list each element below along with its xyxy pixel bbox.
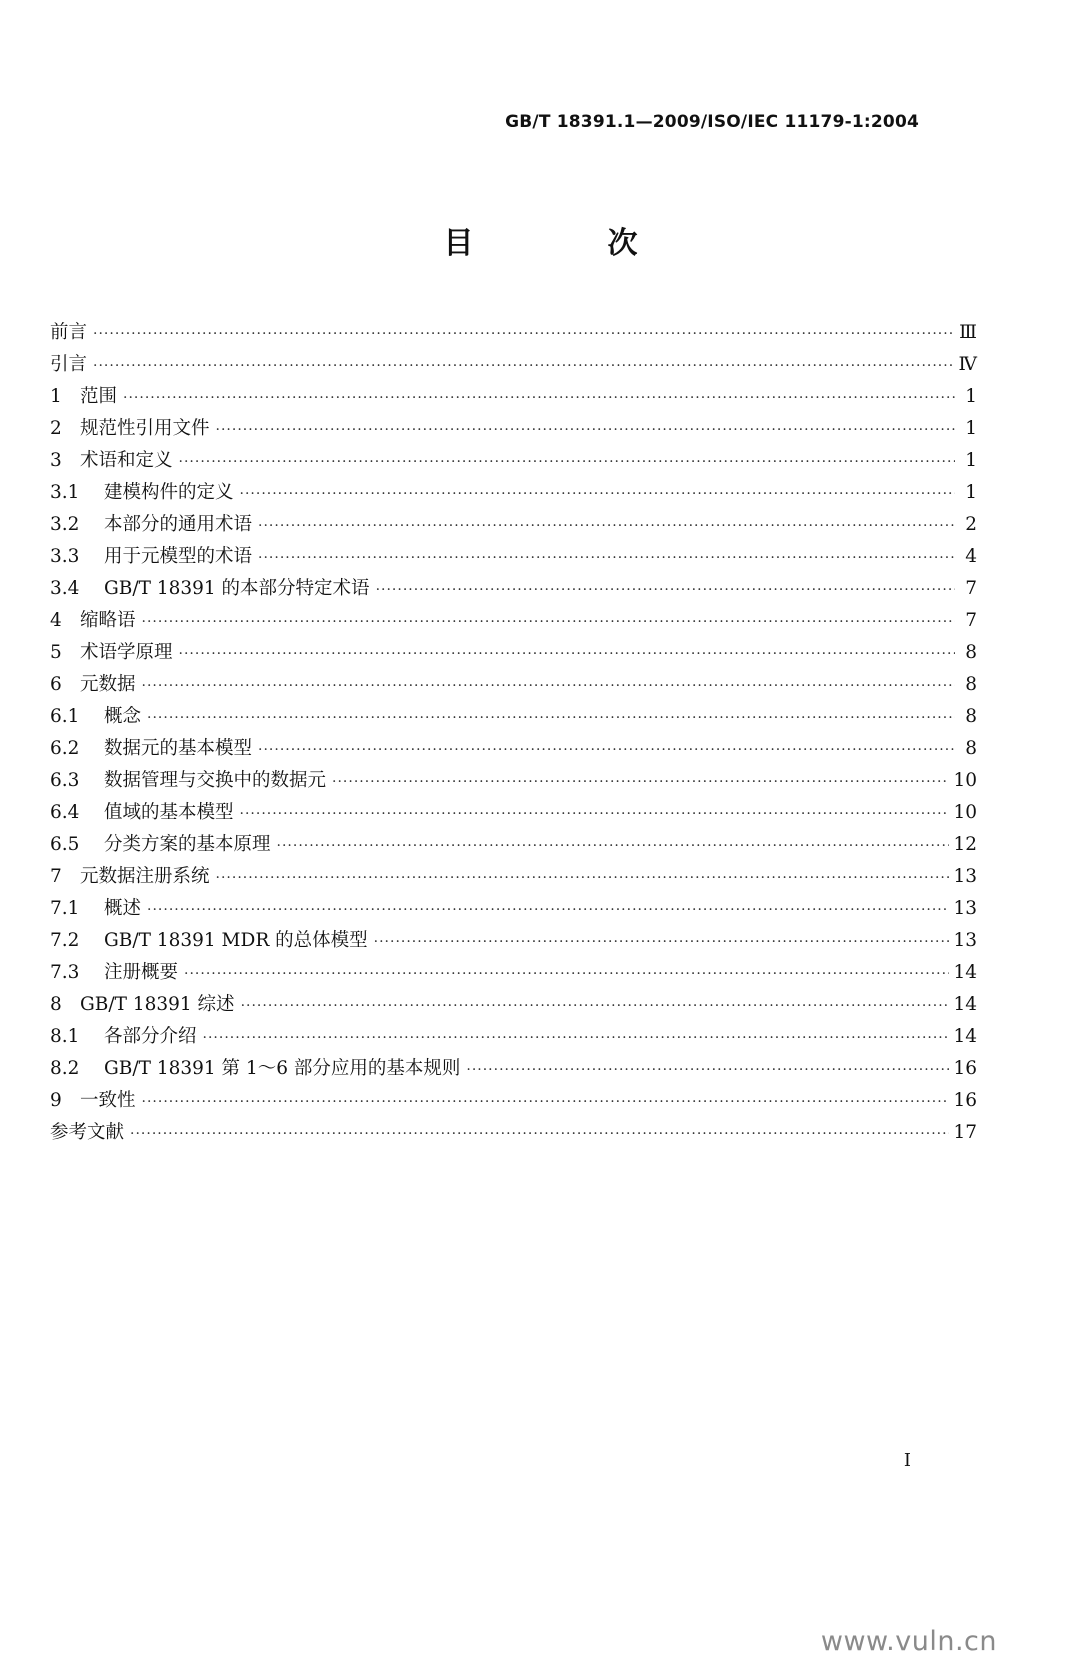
toc-entry-title: 元数据 <box>80 674 136 695</box>
dot-leader <box>142 614 955 630</box>
dot-leader <box>123 390 955 406</box>
toc-entry-page: 8 <box>965 674 977 695</box>
toc-entry[interactable] <box>50 606 977 638</box>
toc-entry-title: 引言 <box>50 354 88 375</box>
toc-entry-number: 3.1 <box>50 482 80 503</box>
dot-leader <box>277 838 950 854</box>
dot-leader <box>142 1094 950 1110</box>
toc-entry-title: 概述 <box>104 898 142 919</box>
toc-entry-page: 16 <box>953 1058 977 1079</box>
toc-entry-page: 7 <box>965 578 977 599</box>
dot-leader <box>258 518 955 534</box>
toc-entry-page: 16 <box>953 1090 977 1111</box>
toc-entry-page: 1 <box>965 418 977 439</box>
toc-entry-page: 13 <box>953 930 977 951</box>
dot-leader <box>93 326 955 342</box>
toc-entry-number: 7.2 <box>50 930 80 951</box>
dot-leader <box>374 934 950 950</box>
toc-entry-page: 13 <box>953 898 977 919</box>
toc-entry-title: 术语和定义 <box>80 450 173 471</box>
toc-entry-title: 参考文献 <box>50 1122 125 1143</box>
dot-leader <box>130 1126 949 1142</box>
toc-entry-page: 2 <box>965 514 977 535</box>
toc-entry-title: 分类方案的基本原理 <box>104 834 271 855</box>
toc-entry-number: 3 <box>50 450 62 471</box>
toc-entry-number: 9 <box>50 1090 62 1111</box>
toc-entry[interactable] <box>50 862 977 894</box>
toc-entry-page: 14 <box>953 962 977 983</box>
dot-leader <box>258 742 955 758</box>
toc-entry-number: 6.2 <box>50 738 80 759</box>
toc-entry-number: 2 <box>50 418 62 439</box>
toc-entry[interactable] <box>50 990 977 1022</box>
dot-leader <box>240 806 950 822</box>
toc-entry-number: 7 <box>50 866 62 887</box>
dot-leader <box>332 774 949 790</box>
dot-leader <box>376 582 955 598</box>
toc-entry-number: 5 <box>50 642 62 663</box>
toc-entry-page: 7 <box>965 610 977 631</box>
toc-entry-page: 8 <box>965 706 977 727</box>
toc-entry-page: 4 <box>965 546 977 567</box>
toc-list <box>50 318 977 1150</box>
toc-entry[interactable] <box>50 1022 977 1054</box>
toc-title: 目 次 <box>443 226 690 261</box>
toc-entry-title: 注册概要 <box>104 962 179 983</box>
toc-entry-title: 建模构件的定义 <box>104 482 234 503</box>
toc-entry-number: 4 <box>50 610 62 631</box>
toc-entry-page: 1 <box>965 482 977 503</box>
toc-entry-page: Ⅳ <box>958 354 977 375</box>
toc-entry-page: 10 <box>953 802 977 823</box>
toc-entry-title: 用于元模型的术语 <box>104 546 253 567</box>
standard-code: GB/T 18391.1—2009/ISO/IEC 11179-1:2004 <box>505 112 919 132</box>
toc-entry-page: 8 <box>965 642 977 663</box>
dot-leader <box>184 966 949 982</box>
toc-entry[interactable] <box>50 1054 977 1086</box>
dot-leader <box>93 358 955 374</box>
toc-entry-number: 7.3 <box>50 962 80 983</box>
toc-entry-number: 3.4 <box>50 578 80 599</box>
dot-leader <box>147 902 949 918</box>
dot-leader <box>258 550 955 566</box>
toc-entry-title: 数据元的基本模型 <box>104 738 253 759</box>
toc-entry[interactable] <box>50 830 977 862</box>
toc-entry-title: 术语学原理 <box>80 642 173 663</box>
toc-entry-title: 缩略语 <box>80 610 136 631</box>
toc-entry-title: 值域的基本模型 <box>104 802 234 823</box>
toc-entry[interactable] <box>50 638 977 670</box>
toc-entry-title: GB/T 18391 综述 <box>80 994 235 1015</box>
toc-entry[interactable] <box>50 542 977 574</box>
dot-leader <box>179 646 955 662</box>
toc-entry-number: 1 <box>50 386 62 407</box>
toc-entry-page: 1 <box>965 386 977 407</box>
dot-leader <box>203 1030 950 1046</box>
dot-leader <box>179 454 955 470</box>
toc-entry-title: 规范性引用文件 <box>80 418 210 439</box>
toc-entry[interactable] <box>50 446 977 478</box>
toc-entry[interactable] <box>50 478 977 510</box>
toc-entry-title: 前言 <box>50 322 88 343</box>
toc-entry-title: 元数据注册系统 <box>80 866 210 887</box>
toc-entry[interactable] <box>50 318 977 350</box>
toc-entry[interactable] <box>50 1118 977 1150</box>
toc-entry-number: 3.2 <box>50 514 80 535</box>
toc-entry[interactable] <box>50 926 977 958</box>
dot-leader <box>142 678 955 694</box>
toc-entry-title: GB/T 18391 第 1～6 部分应用的基本规则 <box>104 1058 461 1079</box>
toc-entry-number: 8.2 <box>50 1058 80 1079</box>
toc-entry-title: 本部分的通用术语 <box>104 514 253 535</box>
toc-entry-page: 14 <box>953 1026 977 1047</box>
toc-entry-number: 6 <box>50 674 62 695</box>
toc-entry[interactable] <box>50 734 977 766</box>
dot-leader <box>240 486 955 502</box>
toc-entry-number: 7.1 <box>50 898 80 919</box>
toc-entry[interactable] <box>50 382 977 414</box>
toc-entry-page: 13 <box>953 866 977 887</box>
toc-entry-page: 17 <box>953 1122 977 1143</box>
toc-entry-title: 概念 <box>104 706 142 727</box>
toc-entry-number: 6.5 <box>50 834 80 855</box>
page-number: I <box>903 1450 911 1471</box>
watermark: www.vuln.cn <box>820 1626 997 1657</box>
toc-entry-page: 14 <box>953 994 977 1015</box>
dot-leader <box>216 422 955 438</box>
toc-entry-title: GB/T 18391 的本部分特定术语 <box>104 578 370 599</box>
dot-leader <box>216 870 950 886</box>
toc-entry-number: 8.1 <box>50 1026 80 1047</box>
toc-entry-page: 1 <box>965 450 977 471</box>
toc-entry[interactable] <box>50 670 977 702</box>
toc-entry[interactable] <box>50 574 977 606</box>
toc-entry-number: 3.3 <box>50 546 80 567</box>
dot-leader <box>466 1062 949 1078</box>
toc-entry-title: 数据管理与交换中的数据元 <box>104 770 327 791</box>
toc-entry-title: 一致性 <box>80 1090 136 1111</box>
toc-entry-title: GB/T 18391 MDR 的总体模型 <box>104 930 368 951</box>
toc-entry-number: 6.4 <box>50 802 80 823</box>
toc-entry[interactable] <box>50 350 977 382</box>
toc-entry[interactable] <box>50 958 977 990</box>
toc-entry[interactable] <box>50 1086 977 1118</box>
toc-entry-page: 8 <box>965 738 977 759</box>
toc-entry-number: 6.1 <box>50 706 80 727</box>
toc-entry[interactable] <box>50 414 977 446</box>
toc-entry-number: 8 <box>50 994 62 1015</box>
toc-entry[interactable] <box>50 510 977 542</box>
toc-entry-number: 6.3 <box>50 770 80 791</box>
toc-entry-page: 10 <box>953 770 977 791</box>
toc-entry-page: 12 <box>953 834 977 855</box>
toc-entry-page: Ⅲ <box>959 322 977 343</box>
toc-entry[interactable] <box>50 702 977 734</box>
dot-leader <box>241 998 950 1014</box>
dot-leader <box>147 710 955 726</box>
toc-entry[interactable] <box>50 894 977 926</box>
toc-entry[interactable] <box>50 766 977 798</box>
toc-entry-title: 各部分介绍 <box>104 1026 197 1047</box>
toc-entry[interactable] <box>50 798 977 830</box>
toc-entry-title: 范围 <box>80 386 118 407</box>
